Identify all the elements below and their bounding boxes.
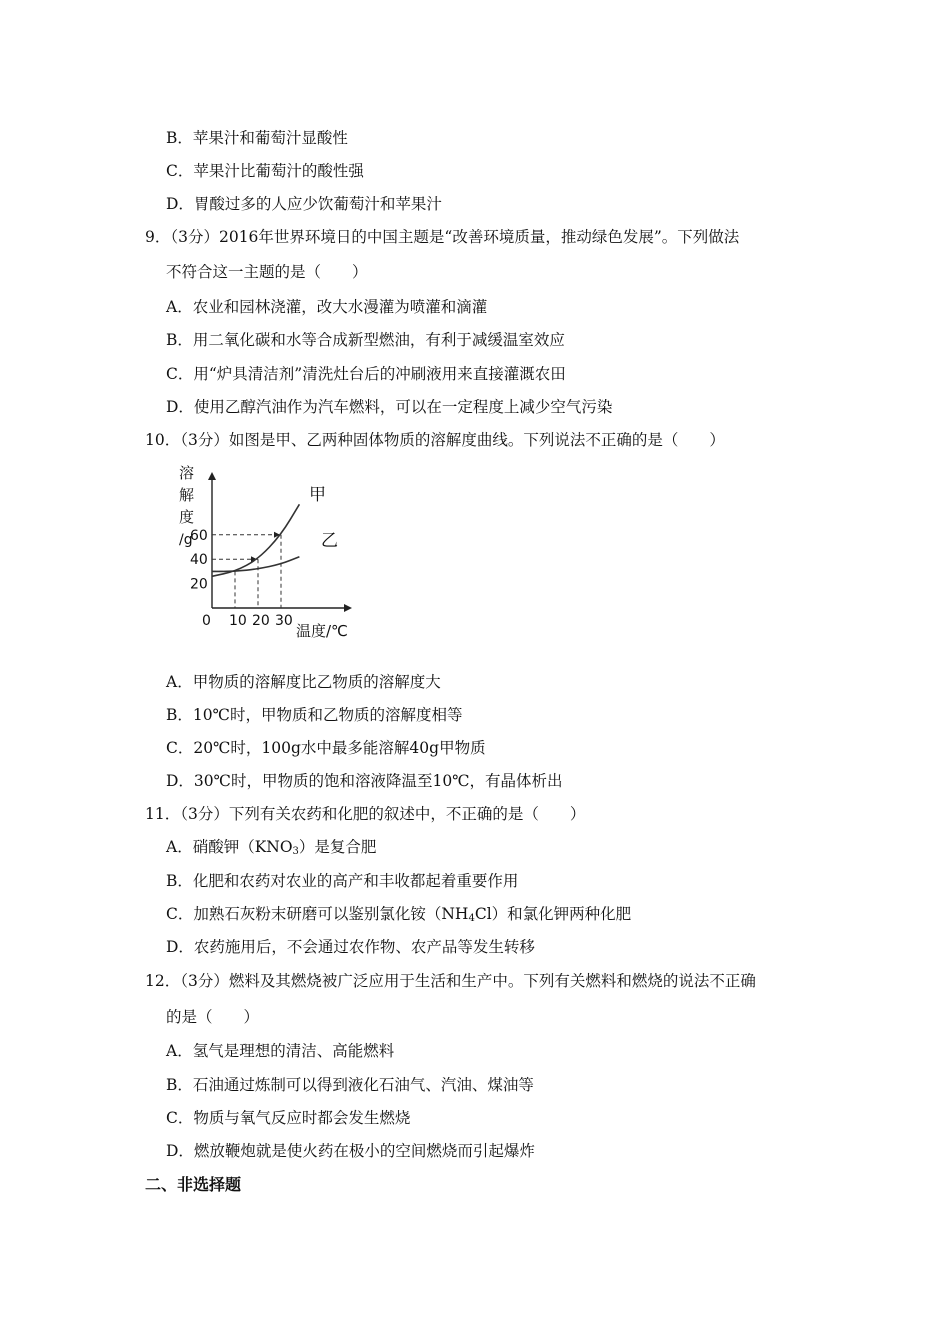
- q11-option-a-subscript: 3: [292, 846, 299, 857]
- q11-stem: 11．（3分）下列有关农药和化肥的叙述中，不正确的是（ ）: [145, 805, 586, 823]
- q12-option-b: B．石油通过炼制可以得到液化石油气、汽油、煤油等: [166, 1076, 534, 1094]
- ylabel-char-1: 溶: [179, 464, 195, 482]
- q11-option-a-text-end: ）是复合肥: [298, 838, 377, 856]
- q10-option-c: C．20℃时，100g水中最多能溶解40g甲物质: [166, 739, 486, 757]
- y-tick-label-40: 40: [190, 552, 208, 569]
- x-axis-label: 温度/℃: [296, 622, 348, 640]
- y-tick-label-20: 20: [190, 576, 208, 593]
- solubility-curve-chart: [166, 458, 366, 648]
- x-axis-arrow: [344, 604, 352, 612]
- q10-stem: 10．（3分）如图是甲、乙两种固体物质的溶解度曲线。下列说法不正确的是（ ）: [145, 431, 725, 449]
- series-label-2: 乙: [321, 531, 338, 551]
- q10-option-b: B．10℃时，甲物质和乙物质的溶解度相等: [166, 706, 463, 724]
- series-label-1: 甲: [309, 485, 326, 505]
- q8-option-d: D．胃酸过多的人应少饮葡萄汁和苹果汁: [166, 195, 442, 213]
- q9-stem-line1: 9．（3分）2016年世界环境日的中国主题是“改善环境质量，推动绿色发展”。下列做法: [145, 228, 740, 246]
- q12-option-c: C．物质与氧气反应时都会发生燃烧: [166, 1109, 411, 1127]
- q12-stem-line1: 12．（3分）燃料及其燃烧被广泛应用于生活和生产中。下列有关燃料和燃烧的说法不正确: [145, 972, 756, 990]
- ylabel-char-3: 度: [179, 508, 195, 526]
- series-line-1: [212, 504, 299, 576]
- q11-option-a: [166, 837, 376, 862]
- q9-option-b: B．用二氧化碳和水等合成新型燃油，有利于减缓温室效应: [166, 331, 565, 349]
- q9-stem-line2: 不符合这一主题的是（ ）: [166, 263, 368, 281]
- q12-stem-line2: 的是（ ）: [166, 1008, 260, 1026]
- y-tick-label-60: 60: [190, 527, 208, 544]
- q11-option-c: [166, 904, 631, 929]
- x-tick-label-20: 20: [252, 613, 270, 629]
- x-tick-label-30: 30: [275, 613, 293, 629]
- x-tick-label-0: 0: [202, 613, 211, 629]
- q9-option-d: D．使用乙醇汽油作为汽车燃料，可以在一定程度上减少空气污染: [166, 398, 613, 416]
- q9-option-c: C．用“炉具清洁剂”清洗灶台后的冲刷液用来直接灌溉农田: [166, 365, 566, 383]
- x-tick-label-10: 10: [229, 613, 247, 629]
- q8-option-c: C．苹果汁比葡萄汁的酸性强: [166, 162, 364, 180]
- y-axis-arrow: [208, 472, 216, 480]
- q8-option-b: B．苹果汁和葡萄汁显酸性: [166, 129, 348, 147]
- section-title: 二、非选择题: [145, 1175, 242, 1194]
- q11-option-b: B．化肥和农药对农业的高产和丰收都起着重要作用: [166, 872, 519, 890]
- q12-option-a: A．氢气是理想的清洁、高能燃料: [166, 1042, 395, 1060]
- q11-option-c-text-end: Cl）和氯化钾两种化肥: [474, 905, 632, 923]
- q11-option-d: D．农药施用后，不会通过农作物、农产品等发生转移: [166, 938, 535, 956]
- q10-option-a: A．甲物质的溶解度比乙物质的溶解度大: [166, 673, 441, 691]
- q11-option-c-subscript: 4: [468, 913, 475, 924]
- q11-option-a-text: A．硝酸钾（KNO: [166, 838, 293, 856]
- q9-option-a: A．农业和园林浇灌，改大水漫灌为喷灌和滴灌: [166, 298, 488, 316]
- q12-option-d: D．燃放鞭炮就是使火药在极小的空间燃烧而引起爆炸: [166, 1142, 535, 1160]
- q10-option-d: D．30℃时，甲物质的饱和溶液降温至10℃，有晶体析出: [166, 772, 563, 790]
- ylabel-char-2: 解: [179, 486, 195, 504]
- ylabel-char-4: /g: [179, 532, 193, 548]
- q11-option-c-text: C．加熟石灰粉末研磨可以鉴别氯化铵（NH: [166, 905, 469, 923]
